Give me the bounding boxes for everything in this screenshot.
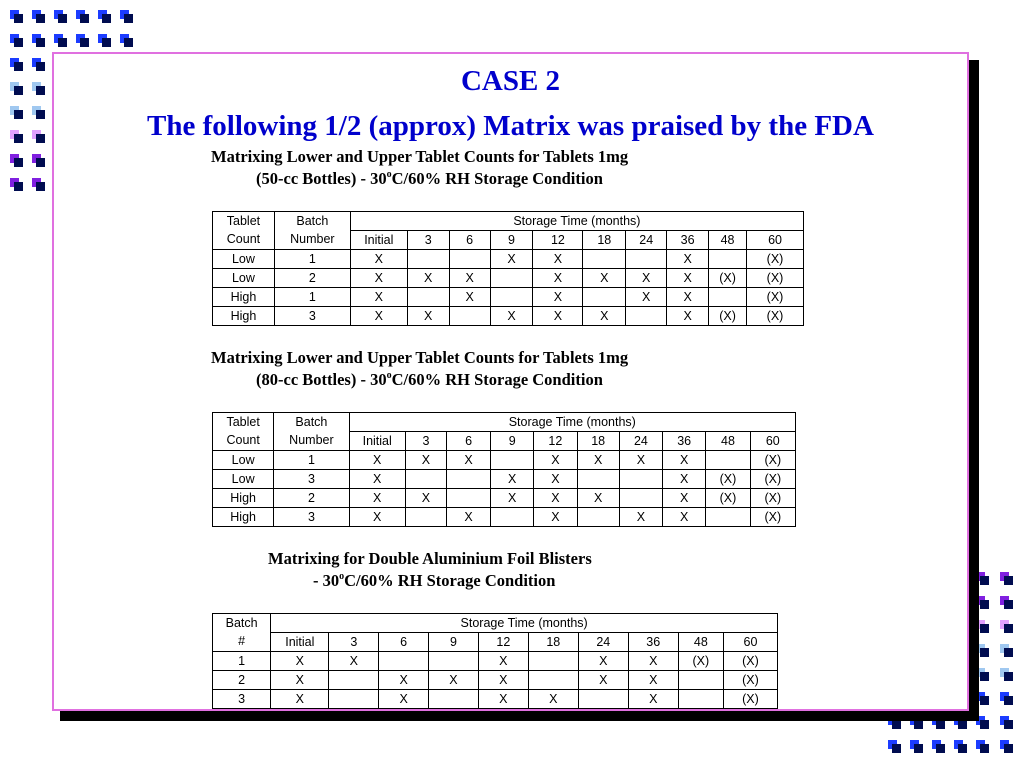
decorative-square bbox=[32, 154, 45, 167]
table-cell: X bbox=[350, 307, 407, 326]
time-header: Initial bbox=[350, 231, 407, 250]
table-cell: X bbox=[407, 307, 449, 326]
table-cell: 3 bbox=[274, 508, 349, 527]
table-cell: X bbox=[577, 489, 619, 508]
table-row bbox=[213, 489, 796, 508]
table-cell: 1 bbox=[213, 652, 271, 671]
table-cell: X bbox=[667, 307, 709, 326]
table-cell: (X) bbox=[747, 250, 804, 269]
table-cell: X bbox=[626, 269, 667, 288]
table-cell bbox=[491, 451, 534, 470]
time-header: 9 bbox=[429, 633, 479, 652]
table-cell: X bbox=[534, 451, 577, 470]
decorative-square bbox=[32, 82, 45, 95]
decorative-square bbox=[10, 178, 23, 191]
header-number: Number bbox=[274, 432, 349, 451]
table-cell bbox=[583, 288, 626, 307]
header-batch: Batch bbox=[213, 614, 271, 633]
table-cell bbox=[706, 451, 750, 470]
table3-foil-blisters bbox=[212, 613, 778, 709]
table-cell: X bbox=[478, 652, 528, 671]
decorative-square bbox=[120, 10, 133, 23]
table-cell: (X) bbox=[706, 470, 750, 489]
decorative-square bbox=[120, 34, 133, 47]
table-cell: 3 bbox=[213, 690, 271, 709]
table-cell: (X) bbox=[709, 307, 747, 326]
time-header: 60 bbox=[750, 432, 795, 451]
time-header: 18 bbox=[583, 231, 626, 250]
table-cell: Low bbox=[213, 451, 274, 470]
decorative-square bbox=[10, 154, 23, 167]
table-row bbox=[213, 690, 778, 709]
table3-caption-line1: Matrixing for Double Aluminium Foil Blisters bbox=[268, 549, 592, 568]
time-header: Initial bbox=[271, 633, 329, 652]
table-cell: X bbox=[271, 652, 329, 671]
table-cell: X bbox=[667, 288, 709, 307]
table-cell bbox=[405, 508, 446, 527]
decorative-square bbox=[976, 740, 989, 753]
decorative-square bbox=[1000, 740, 1013, 753]
table-cell: X bbox=[528, 690, 578, 709]
table-cell bbox=[449, 250, 490, 269]
table-row bbox=[213, 307, 804, 326]
table-cell: X bbox=[491, 470, 534, 489]
decorative-square bbox=[32, 178, 45, 191]
table3-caption-line2: - 30$^o$C/60% RH Storage Condition bbox=[313, 571, 556, 590]
table-cell bbox=[490, 269, 533, 288]
table-cell bbox=[490, 288, 533, 307]
table-cell: (X) bbox=[747, 288, 804, 307]
decorative-square bbox=[910, 740, 923, 753]
table-cell: (X) bbox=[678, 652, 723, 671]
table-cell: (X) bbox=[747, 307, 804, 326]
decorative-square bbox=[54, 34, 67, 47]
table-cell bbox=[447, 489, 491, 508]
slide-title: CASE 2 bbox=[460, 65, 561, 97]
decorative-square bbox=[10, 10, 23, 23]
time-header: 24 bbox=[619, 432, 662, 451]
table-cell bbox=[577, 508, 619, 527]
decorative-square bbox=[1000, 716, 1013, 729]
table-cell bbox=[407, 250, 449, 269]
decorative-square bbox=[10, 130, 23, 143]
header-tablet: Tablet bbox=[213, 413, 274, 432]
table-cell: X bbox=[350, 288, 407, 307]
table-cell: X bbox=[583, 269, 626, 288]
table-cell: 3 bbox=[274, 307, 350, 326]
header-row-times bbox=[213, 432, 796, 451]
time-header: 12 bbox=[478, 633, 528, 652]
header-count: Count bbox=[213, 231, 275, 250]
table-cell: X bbox=[407, 269, 449, 288]
table-cell bbox=[405, 470, 446, 489]
table-row bbox=[213, 671, 778, 690]
table-cell: X bbox=[533, 307, 583, 326]
table-cell bbox=[528, 652, 578, 671]
table-cell bbox=[329, 671, 379, 690]
table-cell: X bbox=[349, 451, 405, 470]
decorative-square bbox=[98, 34, 111, 47]
table-cell: High bbox=[213, 288, 275, 307]
table-cell: 1 bbox=[274, 250, 350, 269]
table-cell bbox=[528, 671, 578, 690]
table-cell bbox=[407, 288, 449, 307]
header-batch: Batch bbox=[274, 413, 349, 432]
time-header: 36 bbox=[628, 633, 678, 652]
time-header: 48 bbox=[706, 432, 750, 451]
decorative-square bbox=[10, 106, 23, 119]
table-cell bbox=[329, 690, 379, 709]
decorative-square bbox=[1000, 596, 1013, 609]
table-row bbox=[213, 470, 796, 489]
time-header: 6 bbox=[449, 231, 490, 250]
header-storage-time: Storage Time (months) bbox=[349, 413, 795, 432]
time-header: 12 bbox=[534, 432, 577, 451]
table-cell bbox=[678, 671, 723, 690]
time-header: 48 bbox=[709, 231, 747, 250]
time-header: 9 bbox=[491, 432, 534, 451]
table-cell bbox=[706, 508, 750, 527]
table-cell: X bbox=[663, 451, 706, 470]
table-cell: X bbox=[271, 671, 329, 690]
table-cell: X bbox=[329, 652, 379, 671]
table-cell: High bbox=[213, 489, 274, 508]
table-cell: X bbox=[490, 250, 533, 269]
decorative-square bbox=[954, 740, 967, 753]
decorative-square bbox=[32, 58, 45, 71]
table-cell: X bbox=[533, 288, 583, 307]
table-cell: 2 bbox=[274, 269, 350, 288]
table-cell: X bbox=[405, 451, 446, 470]
table2-caption-line1: Matrixing Lower and Upper Tablet Counts for Tablets 1mg bbox=[211, 348, 629, 367]
table-cell: X bbox=[534, 470, 577, 489]
time-header: 36 bbox=[667, 231, 709, 250]
table-cell bbox=[429, 652, 479, 671]
table-row bbox=[213, 451, 796, 470]
table-cell: X bbox=[349, 489, 405, 508]
table-row bbox=[213, 269, 804, 288]
table-cell: X bbox=[429, 671, 479, 690]
time-header: 12 bbox=[533, 231, 583, 250]
table-cell bbox=[447, 470, 491, 489]
decorative-square bbox=[32, 106, 45, 119]
table-cell bbox=[626, 250, 667, 269]
time-header: 6 bbox=[447, 432, 491, 451]
table-cell: X bbox=[478, 671, 528, 690]
table-cell bbox=[449, 307, 490, 326]
decorative-square bbox=[10, 82, 23, 95]
table-cell: X bbox=[628, 671, 678, 690]
table-cell: X bbox=[663, 489, 706, 508]
table-cell: X bbox=[447, 508, 491, 527]
table-cell: X bbox=[478, 690, 528, 709]
table-cell: X bbox=[449, 288, 490, 307]
table-cell bbox=[379, 652, 429, 671]
table-cell: (X) bbox=[706, 489, 750, 508]
time-header: 18 bbox=[528, 633, 578, 652]
time-header: 3 bbox=[405, 432, 446, 451]
time-header: 3 bbox=[407, 231, 449, 250]
decorative-square bbox=[76, 10, 89, 23]
table-cell: X bbox=[667, 250, 709, 269]
table-cell: High bbox=[213, 307, 275, 326]
decorative-square bbox=[1000, 620, 1013, 633]
table-cell: X bbox=[349, 508, 405, 527]
table-cell: (X) bbox=[709, 269, 747, 288]
table-cell: 1 bbox=[274, 451, 349, 470]
table-cell: X bbox=[349, 470, 405, 489]
decorative-square bbox=[1000, 668, 1013, 681]
table-row bbox=[213, 652, 778, 671]
time-header: 60 bbox=[723, 633, 777, 652]
table1-caption-line1: Matrixing Lower and Upper Tablet Counts for Tablets 1mg bbox=[211, 147, 629, 166]
table-cell: (X) bbox=[747, 269, 804, 288]
table-cell: 1 bbox=[274, 288, 350, 307]
table-cell bbox=[709, 250, 747, 269]
table-cell: 2 bbox=[274, 489, 349, 508]
table-cell: (X) bbox=[750, 508, 795, 527]
table-cell: X bbox=[405, 489, 446, 508]
time-header: 36 bbox=[663, 432, 706, 451]
table-cell: X bbox=[533, 269, 583, 288]
table-row bbox=[213, 288, 804, 307]
header-row-times bbox=[213, 633, 778, 652]
time-header: 60 bbox=[747, 231, 804, 250]
table-cell: X bbox=[619, 451, 662, 470]
table-cell: X bbox=[577, 451, 619, 470]
table-cell: (X) bbox=[750, 489, 795, 508]
header-row-times bbox=[213, 231, 804, 250]
header-hash: # bbox=[213, 633, 271, 652]
decorative-square bbox=[98, 10, 111, 23]
table-cell: X bbox=[350, 250, 407, 269]
table-cell: High bbox=[213, 508, 274, 527]
table-cell: 2 bbox=[213, 671, 271, 690]
table-cell: X bbox=[490, 307, 533, 326]
header-count: Count bbox=[213, 432, 274, 451]
table-cell: X bbox=[271, 690, 329, 709]
time-header: 3 bbox=[329, 633, 379, 652]
header-tablet: Tablet bbox=[213, 212, 275, 231]
table-cell bbox=[678, 690, 723, 709]
time-header: 24 bbox=[626, 231, 667, 250]
header-storage-time: Storage Time (months) bbox=[350, 212, 803, 231]
decorative-square bbox=[54, 10, 67, 23]
decorative-square bbox=[32, 34, 45, 47]
table-cell: X bbox=[626, 288, 667, 307]
table1-caption-line2: (50-cc Bottles) - 30$^o$C/60% RH Storage Condition bbox=[256, 169, 603, 188]
time-header: 9 bbox=[490, 231, 533, 250]
table-cell: X bbox=[379, 690, 429, 709]
time-header: 18 bbox=[577, 432, 619, 451]
table-cell: (X) bbox=[750, 470, 795, 489]
table2-tablet-counts-80cc bbox=[212, 412, 796, 527]
header-number: Number bbox=[274, 231, 350, 250]
time-header: Initial bbox=[349, 432, 405, 451]
table-cell: X bbox=[350, 269, 407, 288]
table-row bbox=[213, 508, 796, 527]
decorative-square bbox=[1000, 644, 1013, 657]
time-header: 48 bbox=[678, 633, 723, 652]
table-cell bbox=[577, 470, 619, 489]
decorative-square bbox=[10, 34, 23, 47]
table-cell: (X) bbox=[723, 652, 777, 671]
table-cell: X bbox=[667, 269, 709, 288]
table-cell bbox=[619, 489, 662, 508]
decorative-square bbox=[888, 740, 901, 753]
table-cell: X bbox=[379, 671, 429, 690]
decorative-square bbox=[1000, 572, 1013, 585]
decorative-square bbox=[32, 10, 45, 23]
table-cell: X bbox=[533, 250, 583, 269]
decorative-square bbox=[932, 740, 945, 753]
table-cell: X bbox=[447, 451, 491, 470]
table-cell bbox=[491, 508, 534, 527]
table-cell: Low bbox=[213, 269, 275, 288]
table-cell: Low bbox=[213, 470, 274, 489]
table-cell bbox=[626, 307, 667, 326]
table1-tablet-counts-50cc bbox=[212, 211, 804, 326]
table-cell: (X) bbox=[750, 451, 795, 470]
table-cell: 3 bbox=[274, 470, 349, 489]
table-cell: X bbox=[663, 508, 706, 527]
decorative-square bbox=[32, 130, 45, 143]
table-cell: X bbox=[534, 489, 577, 508]
table-cell bbox=[619, 470, 662, 489]
decorative-square bbox=[1000, 692, 1013, 705]
table-cell: X bbox=[619, 508, 662, 527]
table-cell: X bbox=[578, 671, 628, 690]
table-cell: (X) bbox=[723, 671, 777, 690]
table-cell bbox=[578, 690, 628, 709]
table-cell: X bbox=[534, 508, 577, 527]
time-header: 6 bbox=[379, 633, 429, 652]
table-cell: Low bbox=[213, 250, 275, 269]
header-storage-time: Storage Time (months) bbox=[271, 614, 778, 633]
table-cell: X bbox=[663, 470, 706, 489]
slide-subtitle: The following 1/2 (approx) Matrix was praised by the FDA bbox=[147, 110, 874, 142]
table-row bbox=[213, 250, 804, 269]
table-cell bbox=[429, 690, 479, 709]
table-cell bbox=[583, 250, 626, 269]
time-header: 24 bbox=[578, 633, 628, 652]
decorative-square bbox=[76, 34, 89, 47]
table-cell: X bbox=[583, 307, 626, 326]
table-cell: (X) bbox=[723, 690, 777, 709]
header-batch: Batch bbox=[274, 212, 350, 231]
table-cell: X bbox=[578, 652, 628, 671]
table2-caption-line2: (80-cc Bottles) - 30$^o$C/60% RH Storage Condition bbox=[256, 370, 603, 389]
decorative-square bbox=[10, 58, 23, 71]
table-cell: X bbox=[491, 489, 534, 508]
table-cell bbox=[709, 288, 747, 307]
table-cell: X bbox=[628, 652, 678, 671]
table-cell: X bbox=[628, 690, 678, 709]
table-cell: X bbox=[449, 269, 490, 288]
